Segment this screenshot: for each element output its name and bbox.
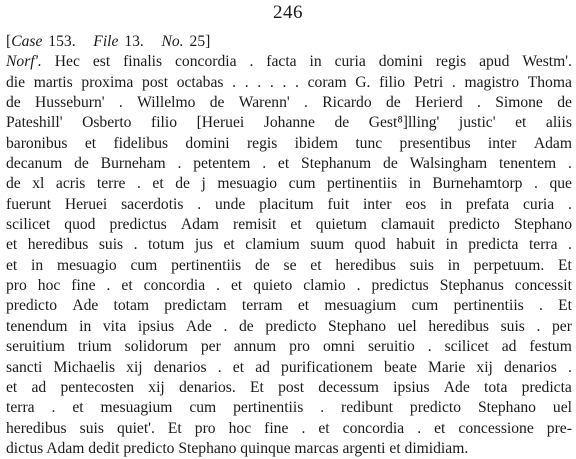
word: pre- [546, 419, 572, 437]
line-text: dictus Adam dedit predicto Stephano quinque marcas argenti et dimidiam. [6, 439, 469, 457]
file-label: File [93, 33, 119, 50]
heading-bracket-open: [ [6, 33, 12, 50]
text-line [6, 113, 572, 133]
word: in [309, 53, 322, 71]
word: Hec [54, 53, 80, 71]
word: terre [96, 175, 126, 193]
word: concordia [175, 53, 237, 71]
text-line [6, 154, 572, 174]
word: Et [558, 297, 572, 315]
word: die [6, 73, 26, 91]
text-line [6, 439, 572, 459]
word: baronibus [6, 134, 68, 152]
word: fuerunt [6, 195, 52, 213]
word: se [283, 256, 297, 274]
word: trium [77, 338, 112, 356]
word: et [6, 256, 18, 274]
word: scilicet [6, 216, 51, 234]
word: concordia [342, 419, 405, 437]
text-line [6, 174, 572, 194]
word: Stephano [328, 317, 387, 335]
word: . [301, 419, 306, 437]
word: . [295, 73, 299, 91]
word: pro [6, 277, 27, 295]
word: tenendum [6, 317, 68, 335]
word: uel [397, 317, 417, 335]
word: predicto [265, 317, 317, 335]
word: Michaelis [53, 358, 116, 376]
word: predicta [468, 236, 519, 254]
word: . [417, 419, 422, 437]
word: mesuagio [56, 256, 117, 274]
word: mesuagio [217, 175, 278, 193]
word: est [92, 53, 111, 71]
word: . [451, 73, 456, 91]
word: justic' [458, 114, 496, 132]
word: aliis [545, 114, 572, 132]
word: . [356, 277, 361, 295]
word: predicto [6, 297, 58, 315]
word: predicto [409, 399, 462, 417]
word: j [201, 175, 206, 193]
word: Simone [495, 94, 543, 112]
word: . [232, 73, 237, 91]
word: Et [558, 256, 572, 274]
word: pro [194, 419, 216, 437]
word: ipsius [137, 317, 175, 335]
word: et [6, 378, 18, 396]
word: et [6, 236, 18, 254]
word: et [297, 297, 310, 315]
word: Thoma [527, 73, 572, 91]
word: terra [528, 236, 558, 254]
word: sancti [6, 358, 43, 376]
word: clamium [245, 236, 300, 254]
word: post [142, 73, 169, 91]
word: cum [411, 297, 439, 315]
word: xij [148, 378, 165, 396]
word: filio [379, 73, 406, 91]
word: petentem [193, 155, 251, 173]
word: . [118, 94, 123, 112]
word: placitum [259, 195, 314, 213]
word: . [223, 317, 228, 335]
text-line [6, 419, 572, 439]
word: fuit [327, 195, 350, 213]
word: Osberto [82, 114, 132, 132]
text-line [6, 398, 572, 418]
word: Ade [443, 378, 470, 396]
word: heredibus [428, 317, 489, 335]
word: Stephanus [439, 277, 504, 295]
word: . [217, 358, 222, 376]
word: omni [322, 338, 355, 356]
word: domini [378, 53, 423, 71]
word: et [290, 216, 302, 234]
word: in [31, 256, 44, 274]
text-line [6, 52, 572, 72]
word: Husseburn' [35, 94, 105, 112]
text-line [6, 73, 572, 93]
word: . [536, 317, 541, 335]
word: terram [241, 297, 283, 315]
word: suis [98, 236, 124, 254]
text-line [6, 378, 572, 398]
word: martis [33, 73, 73, 91]
word: fine [264, 419, 289, 437]
word: post [278, 378, 305, 396]
no-label: No. [161, 33, 184, 50]
word: quieto [253, 277, 293, 295]
word: suum [310, 236, 345, 254]
word: filio [151, 114, 178, 132]
word: purificationem [281, 358, 373, 376]
word: pertinentiis [233, 399, 304, 417]
word: xij [476, 358, 493, 376]
word: de [383, 155, 398, 173]
word: Burneham [100, 155, 166, 173]
word: de [6, 175, 21, 193]
word: . [538, 297, 543, 315]
text-line [6, 317, 572, 337]
word: denarios. [179, 378, 236, 396]
word: tunc [355, 134, 383, 152]
word: decessum [318, 378, 379, 396]
word: presentibus [399, 134, 471, 152]
word: et [277, 155, 290, 173]
word: . [136, 175, 141, 193]
word: Ricardo [322, 94, 372, 112]
word: Westm'. [522, 53, 572, 71]
case-label: Case [11, 33, 43, 50]
word: et [152, 175, 164, 193]
word: prefata [465, 195, 510, 213]
word: remisit [233, 216, 277, 234]
word: mesuagium [100, 399, 173, 417]
word: mesuagium [324, 297, 397, 315]
word: de [209, 94, 225, 112]
word: pertinentiis [171, 256, 242, 274]
word: . [216, 277, 221, 295]
word: suis [500, 317, 525, 335]
word: heredibus [335, 256, 396, 274]
text-line [6, 235, 572, 255]
word: de [6, 94, 21, 112]
word: ad [501, 338, 517, 356]
word: . [51, 399, 56, 417]
word: cum [189, 399, 217, 417]
word: inter [362, 195, 392, 213]
word: . [320, 399, 325, 417]
word: predictam [164, 297, 227, 315]
word: suis [79, 419, 104, 437]
word: ad [255, 358, 270, 376]
word: cum [288, 175, 316, 193]
word: de [238, 317, 254, 335]
word: . [257, 73, 262, 91]
word: quod [354, 236, 386, 254]
case-heading [6, 32, 572, 52]
word: et [121, 277, 133, 295]
word: Et [167, 419, 182, 437]
word: curia [523, 195, 555, 213]
word: Gest⁸]lling' [368, 114, 440, 132]
word: G. [355, 73, 371, 91]
word: facta [266, 53, 297, 71]
word: quod [64, 216, 96, 234]
word: eos [405, 195, 427, 213]
word: . [106, 277, 111, 295]
word: . [249, 53, 254, 71]
word: hoc [37, 277, 61, 295]
word: Willelmo [137, 94, 196, 112]
word: sacerdotis [121, 195, 184, 213]
text-line [6, 195, 572, 215]
word: et [231, 277, 243, 295]
no-number: 25] [189, 33, 211, 50]
word: Marie [428, 358, 466, 376]
text-line [6, 358, 572, 378]
word: de [175, 175, 190, 193]
word: terra [6, 399, 35, 417]
word: . [282, 73, 287, 91]
word: Et [249, 378, 264, 396]
page-number: 246 [273, 2, 303, 23]
text-line [6, 296, 572, 316]
word: in [439, 195, 453, 213]
word: . [133, 236, 138, 254]
word: seruitio [367, 338, 415, 356]
word: redibunt [341, 399, 393, 417]
word: Adam [533, 134, 572, 152]
text-line [6, 256, 572, 276]
word: fine [71, 277, 96, 295]
word: ibidem [294, 134, 338, 152]
word: . [567, 358, 572, 376]
text-line [6, 337, 572, 357]
word: denarios [153, 358, 207, 376]
word: de [557, 94, 572, 112]
word: . [262, 155, 267, 173]
word: xij [126, 358, 143, 376]
text-line [6, 134, 572, 154]
word: [Heruei [196, 114, 245, 132]
word: cum [130, 256, 158, 274]
word: domini [185, 134, 230, 152]
word: octabas [176, 73, 224, 91]
word: Walsingham [409, 155, 488, 173]
text-line [6, 276, 572, 296]
word: curia [334, 53, 366, 71]
word: Johanne [263, 114, 315, 132]
word: annum [233, 338, 277, 356]
word: beate [383, 358, 417, 376]
word: fidelibus [113, 134, 169, 152]
word: et [515, 114, 527, 132]
word: coram [307, 73, 347, 91]
word: quietum [315, 216, 367, 234]
word: predicta [521, 378, 572, 396]
word: ad [31, 378, 47, 396]
word: vita [102, 317, 127, 335]
word: unde [214, 195, 246, 213]
word: finalis [123, 53, 163, 71]
text-line [6, 215, 572, 235]
word: per [200, 338, 221, 356]
word: decanum [6, 155, 63, 173]
text-line [6, 93, 572, 113]
word: ipsius [393, 378, 430, 396]
word: . [269, 73, 274, 91]
word: in [445, 236, 458, 254]
word: quiet'. [116, 419, 155, 437]
word: . [244, 73, 249, 91]
word: magistro [464, 73, 520, 91]
word: per [551, 317, 572, 335]
word: perpetuum. [473, 256, 545, 274]
word: suis [409, 256, 434, 274]
word: Ade [72, 297, 99, 315]
word: concordia [143, 277, 206, 295]
word: de [255, 256, 270, 274]
word: et [72, 399, 84, 417]
word: Stephano [477, 399, 536, 417]
word: . [567, 155, 572, 173]
word: et [84, 134, 97, 152]
word: pro [289, 338, 310, 356]
case-number: 153. [48, 33, 76, 50]
word: regis [246, 134, 278, 152]
word: seruitium [6, 338, 65, 356]
word: de [385, 94, 401, 112]
word: scilicet [444, 338, 489, 356]
word: et [310, 256, 322, 274]
word: acris [55, 175, 86, 193]
word: Herierd [415, 94, 463, 112]
word: Norf'. [6, 53, 42, 71]
word: jus [194, 236, 214, 254]
word: pertinentiis [453, 297, 524, 315]
word: solidorum [124, 338, 188, 356]
word: et [223, 236, 235, 254]
document-text [6, 32, 572, 459]
word: uel [552, 399, 572, 417]
word: predicto [448, 216, 500, 234]
word: et [318, 419, 330, 437]
word: . [534, 175, 538, 193]
word: . [197, 195, 202, 213]
word: . [476, 94, 481, 112]
word: Stephanum [301, 155, 372, 173]
word: tenentem [498, 155, 557, 173]
word: que [549, 175, 572, 193]
word: Stephano [513, 216, 572, 234]
word: habuit [396, 236, 436, 254]
word: et [232, 358, 245, 376]
word: concessione [458, 419, 534, 437]
word: xl [32, 175, 45, 193]
word: pentecosten [60, 378, 135, 396]
word: . [567, 236, 572, 254]
word: apud [479, 53, 510, 71]
word: . [304, 94, 308, 112]
word: et [434, 419, 446, 437]
word: regis [435, 53, 467, 71]
word: in [447, 256, 460, 274]
word: totum [147, 236, 185, 254]
word: festum [529, 338, 572, 356]
word: heredibus [27, 236, 89, 254]
word: Pateshill' [6, 114, 63, 132]
word: concessit [514, 277, 572, 295]
word: heredibus [6, 419, 67, 437]
word: . [568, 195, 572, 213]
word: clamio [303, 277, 346, 295]
word: Warenn' [238, 94, 290, 112]
word: Heruei [64, 195, 108, 213]
word: de [74, 155, 89, 173]
word: in [79, 317, 92, 335]
word: pertinentiis [327, 175, 398, 193]
word: Petri [413, 73, 444, 91]
word: inter [487, 134, 517, 152]
word: tota [484, 378, 508, 396]
word: Burnehamtorp [432, 175, 523, 193]
word: totam [113, 297, 150, 315]
word: Adam [180, 216, 219, 234]
word: clamauit [380, 216, 435, 234]
word: in [408, 175, 421, 193]
word: hoc [228, 419, 252, 437]
file-number: 13. [124, 33, 144, 50]
word: de [334, 114, 350, 132]
word: Ade [185, 317, 212, 335]
word: . [427, 338, 432, 356]
word: proxima [81, 73, 134, 91]
word: denarios [504, 358, 557, 376]
word: predictus [371, 277, 429, 295]
word: predictus [109, 216, 167, 234]
word: . [177, 155, 182, 173]
